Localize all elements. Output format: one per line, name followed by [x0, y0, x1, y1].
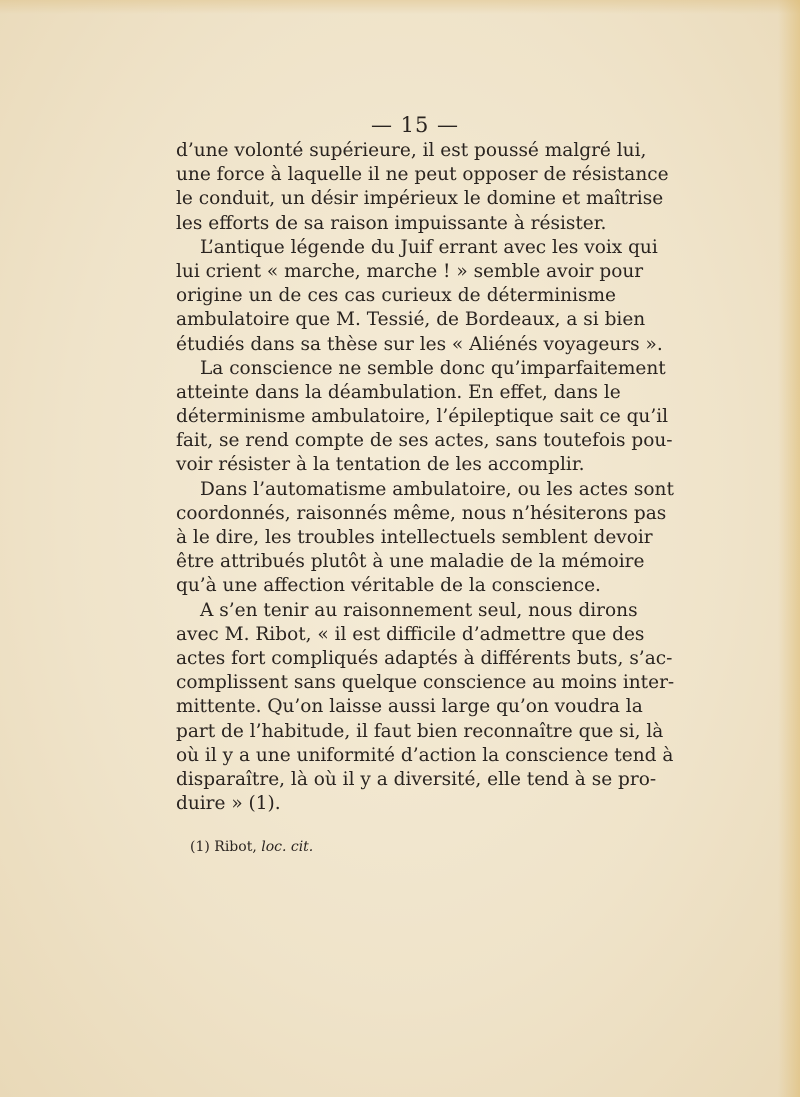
text-line: être attribués plutôt à une maladie de la mémoire	[176, 551, 645, 573]
text-line: ambulatoire que M. Tessié, de Bordeaux, a si bien	[176, 309, 646, 331]
text-line: duire » (1).	[176, 793, 281, 815]
text-line: voir résister à la tentation de les accomplir.	[176, 454, 585, 476]
text-line: actes fort compliqués adaptés à différents buts, s’ac-	[176, 647, 673, 669]
body-text	[176, 139, 675, 816]
text-line: qu’à une affection véritable de la conscience.	[176, 575, 601, 597]
page-edge-right	[778, 0, 800, 1097]
text-line: mittente. Qu’on laisse aussi large qu’on voudra la	[176, 696, 643, 718]
footnote-italic: loc. cit.	[261, 839, 314, 855]
text-line: disparaître, là où il y a diversité, elle tend à se pro-	[176, 768, 657, 790]
text-line: fait, se rend compte de ses actes, sans toutefois pou-	[176, 430, 673, 452]
page-edge-top	[0, 0, 800, 14]
text-line: atteinte dans la déambulation. En effet, dans le	[176, 381, 621, 403]
text-line: avec M. Ribot, « il est difficile d’admettre que des	[176, 623, 645, 645]
text-line: complissent sans quelque conscience au moins inter-	[176, 672, 675, 694]
text-line: une force à laquelle il ne peut opposer de résistance	[176, 164, 669, 186]
text-line: Dans l’automatisme ambulatoire, ou les actes sont	[200, 478, 674, 500]
page-number: — 15 —	[370, 113, 460, 137]
text-line: coordonnés, raisonnés même, nous n’hésiterons pas	[176, 502, 667, 524]
text-line: origine un de ces cas curieux de déterminisme	[176, 285, 616, 307]
text-line: le conduit, un désir impérieux le domine et maîtrise	[176, 188, 664, 210]
footnote-reference: (1) Ribot,	[190, 839, 262, 855]
text-line: d’une volonté supérieure, il est poussé malgré lui,	[176, 140, 647, 161]
text-line: à le dire, les troubles intellectuels semblent devoir	[176, 527, 653, 548]
text-line: déterminisme ambulatoire, l’épileptique sait ce qu’il	[176, 406, 669, 428]
text-line: lui crient « marche, marche ! » semble avoir pour	[176, 260, 644, 282]
text-line: où il y a une uniformité d’action la conscience tend à	[176, 744, 674, 766]
footnote	[190, 839, 313, 855]
text-line: part de l’habitude, il faut bien reconnaître que si, là	[176, 720, 664, 742]
text-line: A s’en tenir au raisonnement seul, nous dirons	[200, 599, 638, 621]
text-line: L’antique légende du Juif errant avec les voix qui	[200, 236, 658, 258]
text-line: les efforts de sa raison impuissante à résister.	[176, 212, 607, 234]
text-line: étudiés dans sa thèse sur les « Aliénés voyageurs ».	[176, 333, 663, 355]
text-line: La conscience ne semble donc qu’imparfaitement	[200, 357, 666, 379]
